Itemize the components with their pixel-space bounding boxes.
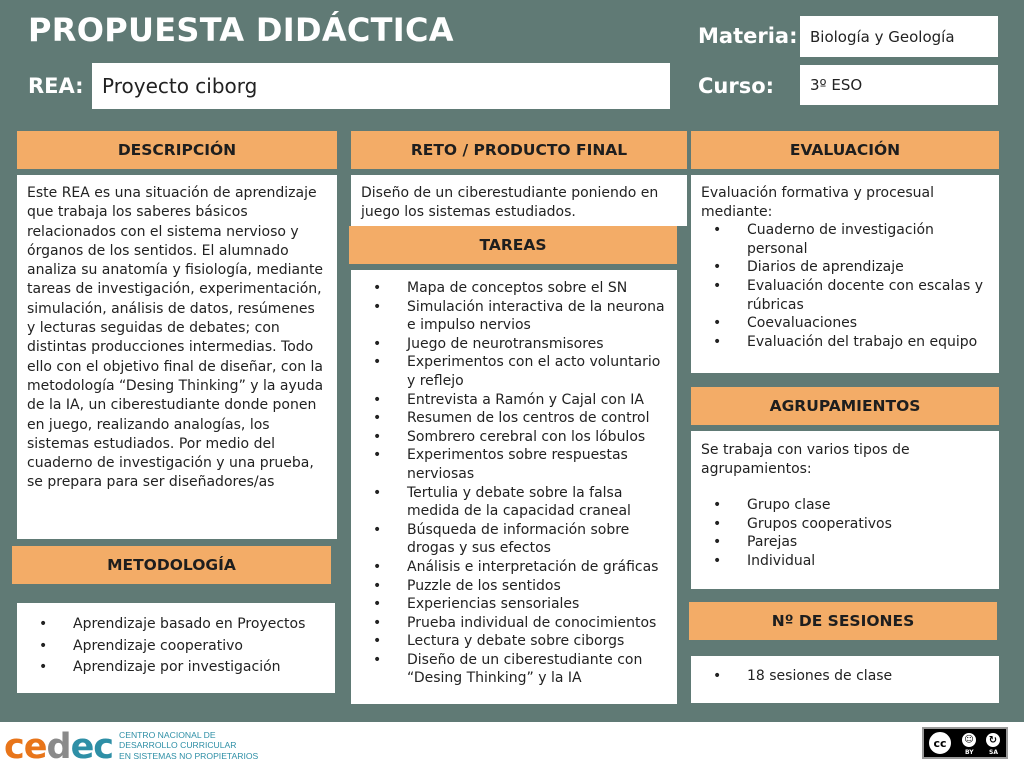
- logo-part: d: [46, 727, 71, 767]
- list-item: • Diseño de un ciberestudiante con “Desing Thinking” y la IA: [351, 651, 671, 688]
- curso-field: 3º ESO: [800, 65, 998, 105]
- agrupamientos-intro: Se trabaja con varios tipos de agrupamientos:: [701, 442, 910, 477]
- list-item: • Grupos cooperativos: [691, 515, 989, 534]
- cc-icon: cc: [927, 730, 953, 756]
- tareas-header: TAREAS: [349, 226, 677, 264]
- sesiones-box: [691, 656, 999, 703]
- list-item: • Prueba individual de conocimientos: [351, 614, 671, 633]
- agrupamientos-box: [691, 431, 999, 589]
- list-item: • Experiencias sensoriales: [351, 595, 671, 614]
- list-item: • Coevaluaciones: [691, 314, 989, 333]
- descripcion-text: Este REA es una situación de aprendizaje que trabaja los saberes básicos relacionados con el sistema nervioso y órganos de los sentidos. El alumnado analiza su anatomía y fisiología, mediante tareas de investigación, experimentación, simulación, análisis de datos, resúmenes y lecturas seguidas de debates; con distintas producciones intermedias. Todo ello con el objetivo final de diseñar, con la metodología “Desing Thinking” y la ayuda de la IA, un ciberestudiante donde ponen en juego, realizando analogías, los sistemas estudiados. Por medio del cuaderno de investigación y una prueba, se prepara para ser diseñadores/as: [27, 185, 324, 491]
- curso-label: Curso:: [698, 74, 775, 98]
- list-item: • Aprendizaje por investigación: [17, 657, 335, 679]
- cedec-logo: [4, 727, 113, 767]
- by-person-icon: ☺: [960, 731, 978, 749]
- evaluacion-header: EVALUACIÓN: [691, 131, 999, 169]
- share-alike-icon: ↻: [984, 731, 1002, 749]
- reto-box: [351, 175, 687, 226]
- list-item: • Evaluación docente con escalas y rúbricas: [691, 277, 989, 314]
- list-item: • Lectura y debate sobre ciborgs: [351, 632, 671, 651]
- materia-field: Biología y Geología: [800, 16, 998, 57]
- list-item: • Experimentos con el acto voluntario y reflejo: [351, 353, 671, 390]
- list-item: • Búsqueda de información sobre drogas y sus efectos: [351, 521, 671, 558]
- agrupamientos-header: AGRUPAMIENTOS: [691, 387, 999, 425]
- cc-sa-label: SA: [989, 749, 998, 756]
- list-item: • Análisis e interpretación de gráficas: [351, 558, 671, 577]
- list-item: • Parejas: [691, 533, 989, 552]
- page-title: PROPUESTA DIDÁCTICA: [28, 11, 454, 49]
- list-item: • Individual: [691, 552, 989, 571]
- tareas-box: [351, 270, 677, 704]
- materia-label: Materia:: [698, 24, 798, 48]
- list-item: • Mapa de conceptos sobre el SN: [351, 279, 671, 298]
- rea-label: REA:: [28, 74, 84, 98]
- creative-commons-badge: [922, 727, 1008, 759]
- descripcion-header: DESCRIPCIÓN: [17, 131, 337, 169]
- list-item: • Entrevista a Ramón y Cajal con IA: [351, 391, 671, 410]
- descripcion-box: [17, 175, 337, 539]
- cedec-subtitle: [119, 730, 258, 761]
- reto-header: RETO / PRODUCTO FINAL: [351, 131, 687, 169]
- list-item: • Aprendizaje cooperativo: [17, 636, 335, 658]
- logo-part: ec: [70, 727, 114, 767]
- rea-field: Proyecto ciborg: [92, 63, 670, 109]
- metodologia-header: METODOLOGÍA: [12, 546, 331, 584]
- subtitle-line: CENTRO NACIONAL DE: [119, 730, 216, 740]
- list-item: • Resumen de los centros de control: [351, 409, 671, 428]
- subtitle-line: EN SISTEMAS NO PROPIETARIOS: [119, 750, 259, 761]
- evaluacion-intro: Evaluación formativa y procesual mediante:: [701, 185, 935, 220]
- list-item: • Tertulia y debate sobre la falsa medida de la capacidad craneal: [351, 484, 671, 521]
- list-item: • Evaluación del trabajo en equipo: [691, 333, 989, 352]
- list-item: • Simulación interactiva de la neurona e impulso nervios: [351, 298, 671, 335]
- list-item: • Aprendizaje basado en Proyectos: [17, 614, 335, 636]
- list-item: • Diarios de aprendizaje: [691, 258, 989, 277]
- list-item: • Cuaderno de investigación personal: [691, 221, 989, 258]
- evaluacion-box: [691, 175, 999, 373]
- cc-by-label: BY: [965, 749, 974, 756]
- reto-text: Diseño de un ciberestudiante poniendo en juego los sistemas estudiados.: [361, 185, 659, 220]
- logo-part: ce: [4, 727, 47, 767]
- list-item: • Grupo clase: [691, 496, 989, 515]
- list-item: • Sombrero cerebral con los lóbulos: [351, 428, 671, 447]
- footer: [0, 722, 1024, 770]
- sesiones-header: Nº DE SESIONES: [689, 602, 997, 640]
- list-item: • Experimentos sobre respuestas nerviosas: [351, 446, 671, 483]
- list-item: • Puzzle de los sentidos: [351, 577, 671, 596]
- metodologia-box: [17, 603, 335, 693]
- list-item: • 18 sesiones de clase: [691, 667, 999, 686]
- subtitle-line: DESARROLLO CURRICULAR: [119, 740, 237, 751]
- list-item: • Juego de neurotransmisores: [351, 335, 671, 354]
